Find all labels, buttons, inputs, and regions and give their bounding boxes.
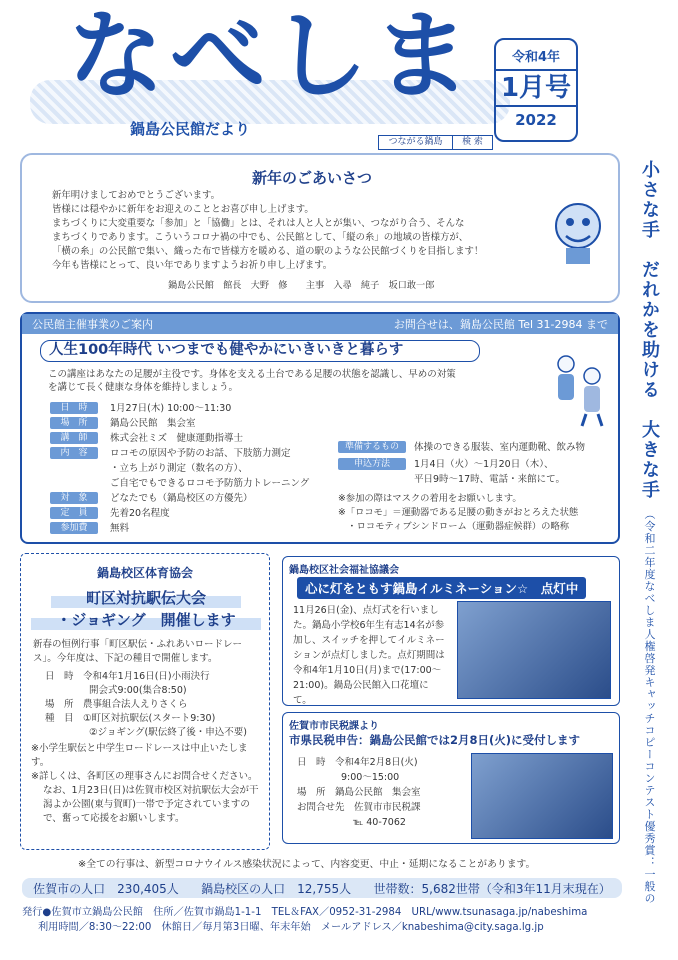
illumination-photo [457,601,611,699]
event-row [50,417,196,430]
tax-date: 令和4年2月8日(火) [335,757,418,768]
row-value: 平日9時～17時、電話・来館にて。 [414,474,565,485]
row-value: 1月27日(木) 10:00～11:30 [110,403,232,414]
slogan-note: （令和二年度なべしま人権啓発キャッチコピーコンテスト優秀賞：一般の [643,508,656,905]
tax-place: 鍋島公民館 集会室 [335,787,421,798]
issue-year: 2022 [515,111,557,129]
pop-city: 佐賀市の人口 230,405人 [33,881,179,896]
event-row [50,522,129,535]
row-label: 講 師 [50,432,98,444]
relay-intro: 新春の恒例行事「町区駅伝・ふれあいロードレース」。今年度は、下記の種目で開催します。 [33,639,243,664]
intro-line: を講じて長く健康な身体を維持しましょう。 [48,382,239,393]
row-label: 日 時 [50,402,98,414]
greeting-line: 「横の糸」の公民館で集い、織った布で皆様方を暖める、道の駅のような公民館づくりを目指します！ [52,246,484,257]
row-value: 先着20名程度 [110,508,170,519]
relay-note: ※詳しくは、各町区の理事さんにお問合せください。 [31,771,258,782]
row-label: 準備するもの [338,441,406,453]
row-label: 定 員 [50,507,98,519]
greeting-line: 今年も皆様にとって、良い年でありますようお祈り申し上げます。 [52,260,333,271]
event-row [50,507,170,520]
relay-date-label: 日 時 [45,671,74,682]
event-row [50,447,291,460]
search-term: つながる鍋島 [388,137,443,147]
illumination-org: 鍋島校区社会福祉協議会 [289,565,399,576]
row-label: 内 容 [50,447,98,459]
tax-contact: 佐賀市市民税課 [354,802,421,813]
row-label: 参加費 [50,522,98,534]
illumination-box [282,556,620,706]
pop-district: 鍋島校区の人口 12,755人 [201,881,352,896]
events-header [22,314,618,334]
households: 世帯数：5,682世帯（令和3年11月末現在） [373,881,611,896]
intro-line: この講座はあなたの足腰が主役です。身体を支える土台である足腰の状態を認識し、早めの対策 [48,369,456,380]
event-row-cont [110,462,248,475]
event-right-row [338,441,585,454]
masthead-title: なべしま [68,0,476,112]
relay-note: ※小学生駅伝と中学生ロードレースは中止いたします。 [31,743,248,768]
relay-org: 鍋島校区体育協会 [96,566,193,580]
row-value: ご自宅でもできるロコモ予防筋力トレーニング [110,478,310,489]
relay-date: 令和4年1月16日(日)小雨決行 [83,671,210,682]
relay-notes [31,742,259,826]
footer-notice-text: ※全ての行事は、新型コロナウイルス感染状況によって、内容変更、中止・延期になることがあります。 [78,859,536,870]
greeting-signature: 鍋島公民館 館長 大野 修 主事 入尋 純子 坂口敢一郎 [168,280,435,291]
event-right-row [338,458,553,471]
event-notes [338,492,578,534]
events-header-title: 公民館主催事業のご案内 [32,318,153,331]
row-value: 無料 [110,523,130,534]
row-value: 体操のできる服装、室内運動靴、飲み物 [414,442,586,453]
event-row [50,492,253,505]
relay-details [45,670,247,740]
search-box[interactable] [378,135,493,150]
event-title: 人生100年時代 いつまでも健やかにいきいきと暮らす [40,340,480,362]
publisher-line: 利用時間／8:30～22:00 休館日／毎月第3日曜、年末年始 メールアドレス／knabeshima@city.saga.lg.jp [38,922,544,933]
greeting-line: 皆様には穏やかに新年をお迎えのこととお喜び申し上げます。 [52,204,314,215]
tax-time: 9:00～15:00 [341,772,400,783]
side-slogan [626,160,672,905]
greeting-box [20,153,620,303]
issue-era: 令和4年 [511,50,561,65]
tax-contact-label: お問合せ先 [297,802,345,813]
exercise-illustration [546,348,612,428]
relay-event-label: 種 目 [45,713,74,724]
row-value: ・立ち上がり測定（数名の方）、 [110,463,248,474]
event-right-row-cont [414,473,565,486]
relay-note: なお、1月23日(日)は佐賀市校区対抗駅伝大会が干潟よか公園(東与賀町)一帯で予定されていますので、奮って応援をお願いします。 [43,785,259,824]
event-row-cont [110,477,309,490]
issue-badge [494,38,578,142]
greeting-line: 新年明けましておめでとうございます。 [52,190,221,201]
row-label: 場 所 [50,417,98,429]
illumination-title: 心に灯をともす鍋島イルミネーション☆ 点灯中 [297,577,586,599]
relay-opening: 開会式9:00(集合8:50) [89,685,187,696]
row-value: ロコモの原因や予防のお話、下肢筋力測定 [110,448,291,459]
population-bar [22,878,622,898]
event-intro [48,368,518,394]
tax-date-label: 日 時 [297,757,326,768]
slogan-main: 小さな手 だれかを助ける 大きな手 [639,160,660,500]
relay-event-2: ②ジョギング(駅伝終了後・申込不要) [89,727,247,738]
issue-month: 1月号 [496,69,576,107]
row-label: 申込方法 [338,458,406,470]
footer-notice [22,856,622,870]
tax-photo [471,753,613,839]
note-line: ※「ロコモ」＝運動器である足腰の動きがおとろえた状態 [338,507,579,518]
lion-dance-illustration [548,196,608,266]
greeting-line: まちづくりであります。こういうコロナ禍の中でも、公民館として、「縦の糸」の地域の皆様方が、 [52,232,469,243]
tax-box [282,712,620,844]
tax-org: 佐賀市市民税課より [289,721,379,732]
relay-box [20,553,270,850]
tax-title: 市県民税申告：鍋島公民館では2月8日(火)に受付します [289,733,581,747]
row-value: 鍋島公民館 集会室 [110,418,196,429]
relay-title-2: ・ジョギング 開催します [31,610,261,630]
tax-place-label: 場 所 [297,787,326,798]
event-row [50,432,243,445]
row-value: 株式会社ミズ 健康運動指導士 [110,433,244,444]
row-label: 対 象 [50,492,98,504]
greeting-body [52,189,552,273]
greeting-title: 新年のごあいさつ [252,169,373,187]
events-contact: お問合せは、鍋島公民館 Tel 31-2984 まで [393,318,608,331]
publisher-line: 発行●佐賀市立鍋島公民館 住所／佐賀市鍋島1-1-1 TEL＆FAX／0952-31-2984 URL/www.tsunasaga.jp/nabeshima [22,907,588,918]
search-button[interactable]: 検 索 [452,136,492,149]
illumination-body: 11月26日(金)、点灯式を行いました。鍋島小学校6年生有志14名が参加し、スイッチを押してイルミネーションが点灯しました。点灯期間は令和4年1月10日(月)まで(17:00～21:00)。鍋島公民館入口花壇にて。 [293,605,445,706]
tax-details [297,755,421,830]
relay-place: 農事組合法人えりさくら [83,699,188,710]
row-value: 1月4日（火）～1月20日（木）、 [414,459,554,470]
tax-tel: ℡ 40-7062 [353,817,406,828]
relay-event-1: ①町区対抗駅伝(スタート9:30) [83,713,216,724]
event-row [50,402,231,415]
note-line: ※参加の際はマスクの着用をお願いします。 [338,493,522,504]
note-line: ・ロコモティブシンドローム（運動器症候群）の略称 [338,521,570,532]
publisher-info [22,905,622,935]
relay-title-1: 町区対抗駅伝大会 [51,588,241,608]
masthead-subtitle: 鍋島公民館だより [130,120,251,138]
greeting-line: まちづくりに大変重要な「参加」と「協働」とは、それは人と人とが集い、つながり合う、そんな [52,218,465,229]
relay-place-label: 場 所 [45,699,74,710]
row-value: どなたでも（鍋島校区の方優先） [110,493,253,504]
